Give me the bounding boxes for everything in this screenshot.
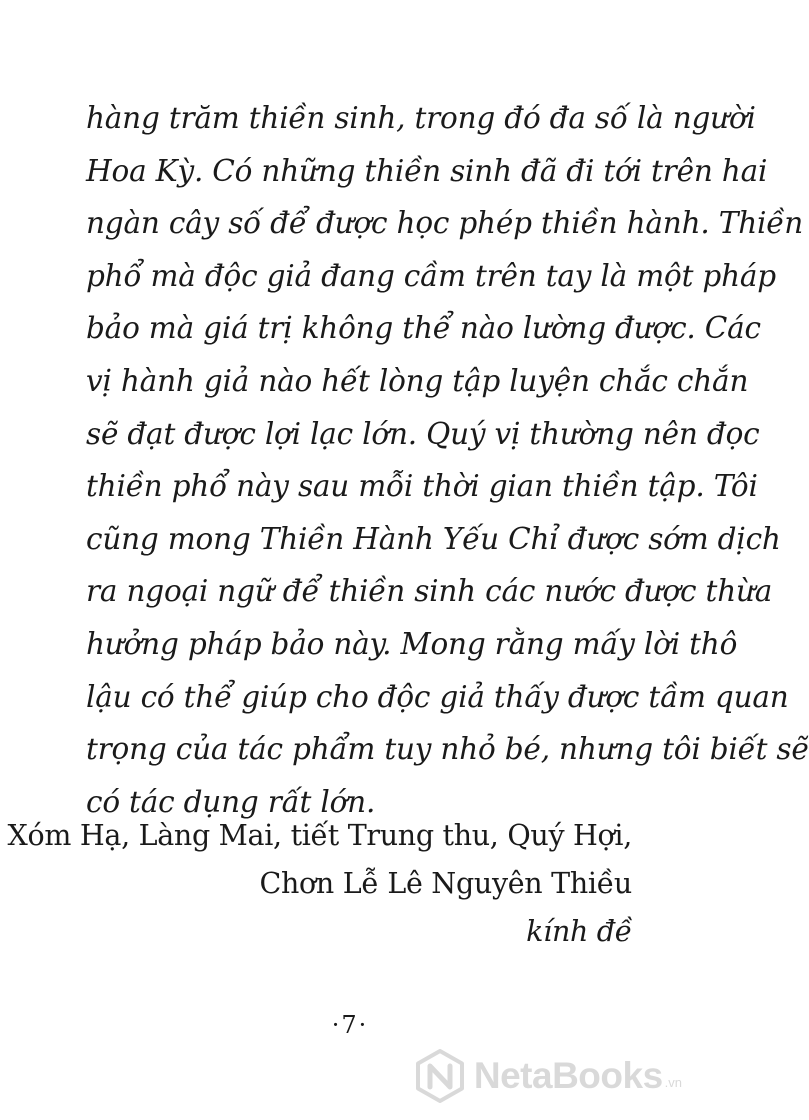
body-line: hưởng pháp bảo này. Mong rằng mấy lời thô [86,626,738,661]
body-line: hàng trăm thiền sinh, trong đó đa số là người [86,101,756,135]
body-paragraph [86,92,809,828]
body-line: ngàn cây số để được học phép thiền hành. Thiền [86,206,803,241]
body-line: phổ mà độc giả đang cầm trên tay là một pháp [86,258,776,293]
body-line: bảo mà giá trị không thể nào lường được. Các [86,311,761,346]
body-line: sẽ đạt được lợi lạc lớn. Quý vị thường nên đọc [86,416,760,451]
signature-block [8,812,633,956]
body-line: trọng của tác phẩm tuy nhỏ bé, nhưng tôi biết sẽ [86,732,809,767]
body-line: lậu có thể giúp cho độc giả thấy được tầm quan [86,679,789,714]
netabooks-logo-icon [412,1048,468,1104]
body-line: vị hành giả nào hết lòng tập luyện chắc chắn [86,363,749,398]
body-line: cũng mong Thiền Hành Yếu Chỉ được sớm dịch [86,521,781,556]
body-line: có tác dụng rất lớn. [86,784,376,819]
watermark [412,1048,682,1104]
page-number: ·7· [331,1011,369,1039]
signature-closing: kính đề [526,915,632,948]
watermark-suffix: .vn [664,1075,682,1090]
watermark-brand: NetaBooks [473,1055,663,1096]
body-line: Hoa Kỳ. Có những thiền sinh đã đi tới trên hai [86,153,768,188]
signature-author: Chơn Lễ Lê Nguyên Thiều [259,867,632,900]
body-line: thiền phổ này sau mỗi thời gian thiền tập. Tôi [86,469,758,504]
body-line: ra ngoại ngữ để thiền sinh các nước được thừa [86,574,773,609]
signature-place-date: Xóm Hạ, Làng Mai, tiết Trung thu, Quý Hợi, [7,819,632,852]
